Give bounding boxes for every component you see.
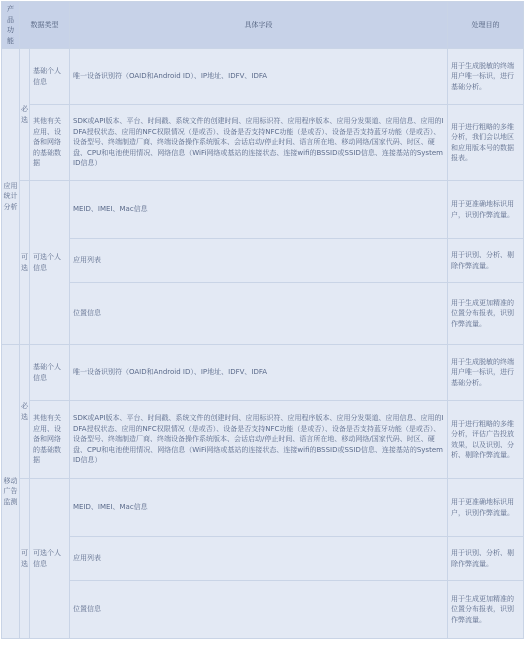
data-collection-table [1, 1, 524, 639]
purpose-cell: 用于生成脱敏的终端用户唯一标识，进行基础分析。 [448, 49, 524, 105]
table-row [2, 345, 524, 401]
required-label: 必选 [20, 49, 30, 181]
table-row [2, 581, 524, 639]
field-cell: 唯一设备识别符（OAID和Android ID）、IP地址、IDFV、IDFA [70, 49, 448, 105]
field-cell: 位置信息 [70, 283, 448, 345]
header-purpose: 处理目的 [448, 2, 524, 49]
table-row [2, 401, 524, 479]
data-table-container [1, 1, 524, 639]
purpose-cell: 用于生成更加精准的位置分布报表，识别作弊流量。 [448, 581, 524, 639]
field-cell: 应用列表 [70, 239, 448, 283]
table-row [2, 181, 524, 239]
purpose-cell: 用于更准确地标识用户，识别作弊流量。 [448, 479, 524, 537]
field-cell: MEID、IMEI、Mac信息 [70, 181, 448, 239]
purpose-cell: 用于生成脱敏的终端用户唯一标识，进行基础分析。 [448, 345, 524, 401]
table-row [2, 283, 524, 345]
field-cell: 位置信息 [70, 581, 448, 639]
product-cell: 移动广告监测 [2, 345, 20, 639]
header-product: 产品功能 [2, 2, 20, 49]
required-label: 必选 [20, 345, 30, 479]
header-row [2, 2, 524, 49]
optional-label: 可选 [20, 181, 30, 345]
optional-label: 可选 [20, 479, 30, 639]
header-data-type: 数据类型 [20, 2, 70, 49]
purpose-cell: 用于进行粗略的多维分析，评估广告投放效果，以及识别、分析、剔除作弊流量。 [448, 401, 524, 479]
data-type-cell: 可选个人信息 [30, 479, 70, 639]
purpose-cell: 用于识别、分析、剔除作弊流量。 [448, 537, 524, 581]
header-field: 具体字段 [70, 2, 448, 49]
field-cell: SDK或API版本、平台、时间戳、系统文件的创建时间、应用标识符、应用程序版本、应用分发渠道、应用信息、应用的IDFA授权状态、应用的NFC权限情况（是或否）、设备是否支持NFC功能（是或否）、设备是否支持蓝牙功能（是或否）、设备型号、终端制造厂商、终端设备操作系统版本、会话启动/停止时间、语言所在地、移动网络/国家代码、时区、硬盘、CPU和电池使用情况、网络信息（WiFi网络或基站的连接状态、连接wifi的BSSID或SSID信息、连接基站的SystemID信息） [70, 105, 448, 181]
purpose-cell: 用于生成更加精准的位置分布报表，识别作弊流量。 [448, 283, 524, 345]
data-type-cell: 可选个人信息 [30, 181, 70, 345]
purpose-cell: 用于识别、分析、剔除作弊流量。 [448, 239, 524, 283]
table-row [2, 479, 524, 537]
purpose-cell: 用于更准确地标识用户，识别作弊流量。 [448, 181, 524, 239]
purpose-cell: 用于进行粗略的多维分析，我们会以地区和应用版本号的数据报表。 [448, 105, 524, 181]
data-type-cell: 基础个人信息 [30, 49, 70, 105]
field-cell: SDK或API版本、平台、时间戳、系统文件的创建时间、应用标识符、应用程序版本、应用分发渠道、应用信息、应用的IDFA授权状态、应用的NFC权限情况（是或否）、设备是否支持NFC功能（是或否）、设备是否支持蓝牙功能（是或否）、设备型号、终端制造厂商、终端设备操作系统版本、会话启动/停止时间、语言所在地、移动网络/国家代码、时区、硬盘、CPU和电池使用情况、网络信息（WiFi网络或基站的连接状态、连接wifi的BSSID或SSID信息、连接基站的SystemID信息） [70, 401, 448, 479]
product-cell: 应用统计分析 [2, 49, 20, 345]
field-cell: 唯一设备识别符（OAID和Android ID）、IP地址、IDFV、IDFA [70, 345, 448, 401]
data-type-cell: 其他有关应用、设备和网络的基础数据 [30, 401, 70, 479]
table-row [2, 49, 524, 105]
field-cell: MEID、IMEI、Mac信息 [70, 479, 448, 537]
data-type-cell: 其他有关应用、设备和网络的基础数据 [30, 105, 70, 181]
table-row [2, 537, 524, 581]
table-row [2, 239, 524, 283]
table-row [2, 105, 524, 181]
data-type-cell: 基础个人信息 [30, 345, 70, 401]
field-cell: 应用列表 [70, 537, 448, 581]
